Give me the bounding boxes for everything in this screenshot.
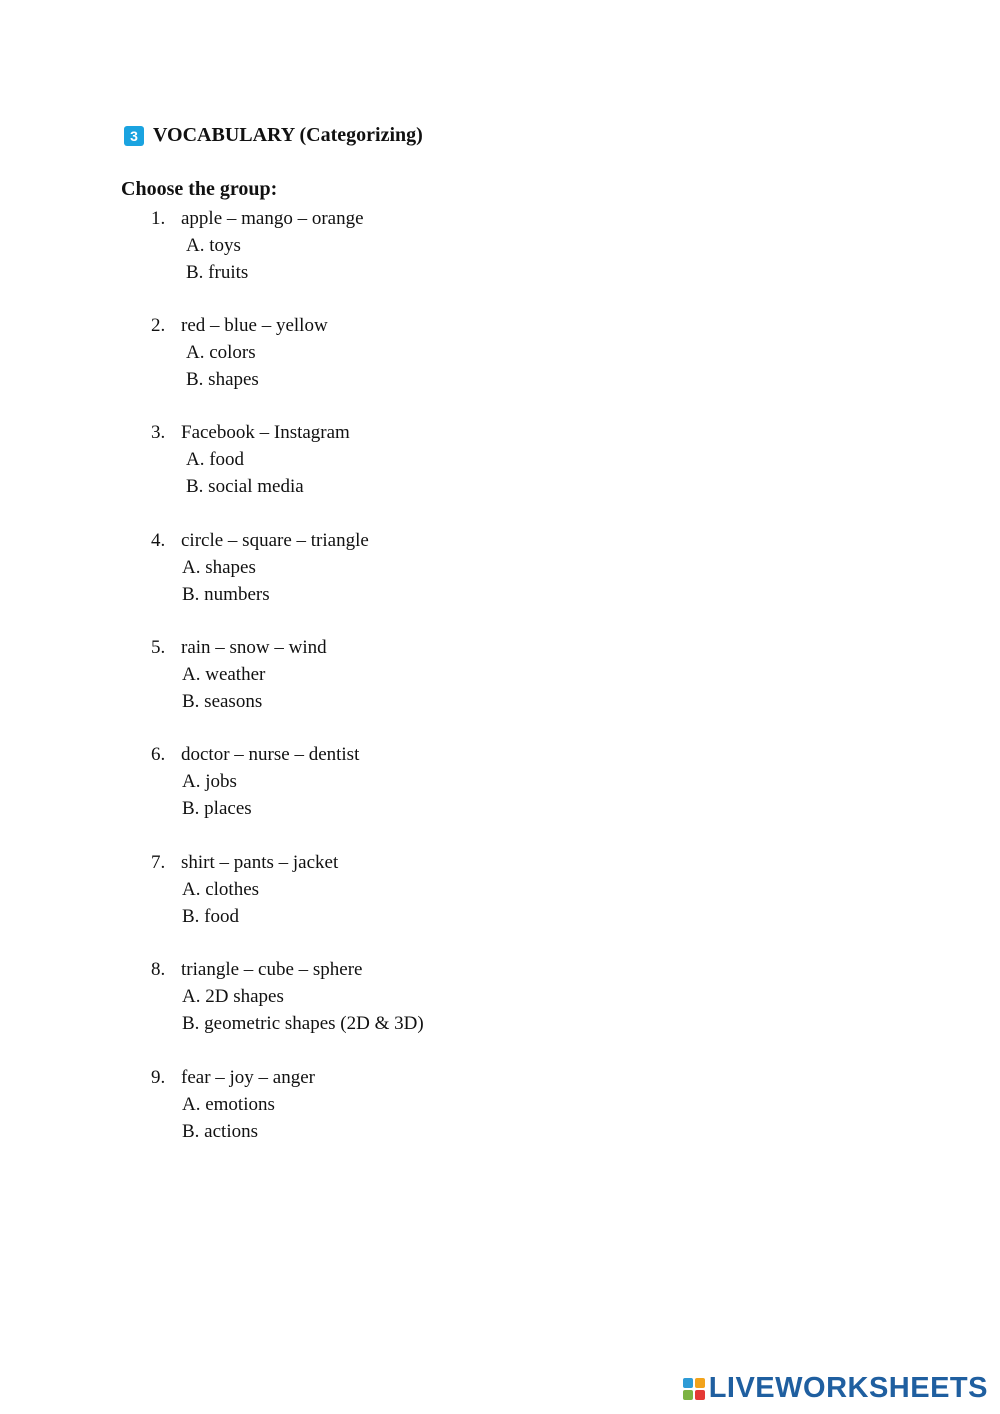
instruction-text: Choose the group: bbox=[121, 178, 278, 200]
option-a[interactable]: A. 2D shapes bbox=[182, 986, 284, 1007]
question-prompt: red – blue – yellow bbox=[181, 315, 328, 336]
option-b[interactable]: B. actions bbox=[182, 1121, 258, 1142]
liveworksheets-logo bbox=[683, 1372, 988, 1405]
option-a[interactable]: A. food bbox=[186, 449, 245, 470]
question-item bbox=[151, 634, 327, 715]
question-prompt: fear – joy – anger bbox=[181, 1067, 315, 1088]
option-b[interactable]: B. social media bbox=[186, 476, 304, 497]
question-item bbox=[151, 205, 364, 286]
option-b[interactable]: B. places bbox=[182, 798, 252, 819]
question-item bbox=[151, 312, 328, 393]
option-a[interactable]: A. toys bbox=[186, 235, 241, 256]
question-number: 8. bbox=[151, 959, 166, 980]
question-number: 3. bbox=[151, 422, 166, 443]
question-item bbox=[151, 419, 350, 500]
question-prompt: apple – mango – orange bbox=[181, 208, 364, 229]
question-number: 2. bbox=[151, 315, 166, 336]
liveworksheets-logo-icon bbox=[683, 1378, 705, 1400]
question-item bbox=[151, 849, 338, 930]
question-item bbox=[151, 1064, 315, 1145]
option-a[interactable]: A. weather bbox=[182, 664, 266, 685]
section-header bbox=[124, 124, 423, 147]
logo-text: LIVEWORKSHEETS bbox=[708, 1372, 988, 1404]
question-prompt: triangle – cube – sphere bbox=[181, 959, 363, 980]
option-a[interactable]: A. shapes bbox=[182, 557, 256, 578]
question-prompt: shirt – pants – jacket bbox=[181, 852, 339, 873]
question-item bbox=[151, 956, 424, 1037]
option-b[interactable]: B. geometric shapes (2D & 3D) bbox=[182, 1013, 424, 1034]
section-number-badge: 3 bbox=[124, 126, 144, 146]
question-number: 1. bbox=[151, 208, 166, 229]
question-number: 7. bbox=[151, 852, 166, 873]
option-a[interactable]: A. jobs bbox=[182, 771, 237, 792]
question-number: 4. bbox=[151, 530, 166, 551]
question-number: 5. bbox=[151, 637, 166, 658]
option-b[interactable]: B. seasons bbox=[182, 691, 263, 712]
question-prompt: rain – snow – wind bbox=[181, 637, 327, 658]
question-prompt: Facebook – Instagram bbox=[181, 422, 350, 443]
question-prompt: circle – square – triangle bbox=[181, 530, 369, 551]
option-a[interactable]: A. clothes bbox=[182, 879, 260, 900]
option-b[interactable]: B. numbers bbox=[182, 584, 270, 605]
option-b[interactable]: B. food bbox=[182, 906, 239, 927]
question-number: 6. bbox=[151, 744, 166, 765]
option-b[interactable]: B. shapes bbox=[186, 369, 259, 390]
question-item bbox=[151, 527, 369, 608]
option-b[interactable]: B. fruits bbox=[186, 262, 249, 283]
option-a[interactable]: A. colors bbox=[186, 342, 256, 363]
section-title: VOCABULARY (Categorizing) bbox=[153, 124, 423, 146]
question-prompt: doctor – nurse – dentist bbox=[181, 744, 360, 765]
question-number: 9. bbox=[151, 1067, 166, 1088]
question-item bbox=[151, 741, 359, 822]
option-a[interactable]: A. emotions bbox=[182, 1094, 275, 1115]
